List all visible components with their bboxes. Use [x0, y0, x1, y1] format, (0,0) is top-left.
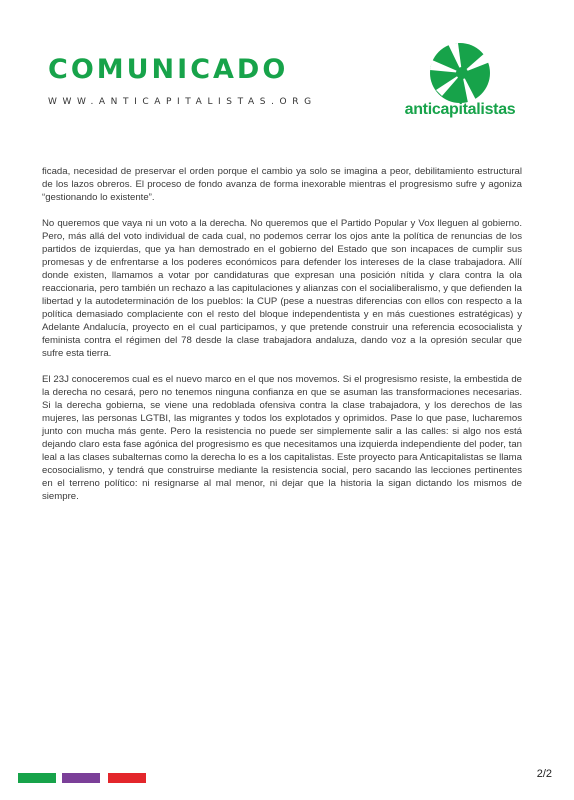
footer-bar-purple [62, 773, 100, 783]
anticapitalistas-logo [400, 42, 520, 122]
page-number: 2/2 [536, 768, 552, 780]
logo-text: anticapitalistas [404, 101, 516, 118]
header-title: COMUNICADO [48, 54, 289, 85]
star-logo-icon [428, 42, 492, 104]
paragraph: ficada, necesidad de preservar el orden porque el cambio ya solo se imagina a peor, debilitamiento estructural de los lazos obreros. El proceso de fondo avanza de forma inexorable mientras el progresismo sufre y agoniza “gestionando lo existente”. [42, 166, 522, 203]
footer-bar-red [108, 773, 146, 783]
footer-bar-green [18, 773, 56, 783]
paragraph: El 23J conoceremos cual es el nuevo marco en el que nos movemos. Si el progresismo resiste, la embestida de la derecha no cesará, pero no tenemos ninguna confianza en que se asuman las transformaciones necesarias. Si la derecha gobierna, se viene una redoblada ofensiva contra la clase trabajadora, y los derechos de las mujeres, las personas LGTBI, las migrantes y todos los explotados y oprimidos. Pase lo que pase, lucharemos junto con mucha más gente. Pero la resistencia no puede ser simplemente salir a las calles: si algo nos está dejando claro esta fase agónica del progresismo es que necesitamos una izquierda independiente del poder, tan leal a las clases subalternas como la derecha lo es a los capitalistas. Este proyecto para Anticapitalistas se llama ecosocialismo, y tendrá que construirse mediante la resistencia social, pero sacando las lecciones pertinentes en el terreno político: ni resignarse al mal menor, ni dejar que la historia la sigan dictando los mismos de siempre. [42, 374, 522, 502]
paragraph: No queremos que vaya ni un voto a la derecha. No queremos que el Partido Popular y Vox lleguen al gobierno. Pero, más allá del voto individual de cada cual, no podemos cerrar los ojos ante la política de renuncias de los partidos de izquierdas, que ya han demostrado en el gobierno del Estado que son incapaces de cumplir sus promesas y de enfrentarse a los poderes económicos para defender los intereses de la clase trabajadora. Allí donde existen, llamamos a votar por candidaturas que expresan una posición nítida y clara contra la ola reaccionaria, pero también un rechazo a las capitulaciones y alianzas con el socialiberalismo, y que defienden la libertad y la autodeterminación de los pueblos: la CUP (pese a nuestras diferencias con ellos con respecto a la política demasiado complaciente con el resto del bloque independentista y en más cuestiones estratégicas) y Adelante Andalucía, proyecto en el cual participamos, y que pretende construir una referencia ecosocialista y feminista contra el régimen del 78 desde la clase trabajadora andaluza, dando voz a la opresión secular que sufre esta tierra. [42, 218, 522, 359]
document-body [42, 165, 522, 516]
header-url[interactable]: WWW.ANTICAPITALISTAS.ORG [48, 97, 317, 107]
